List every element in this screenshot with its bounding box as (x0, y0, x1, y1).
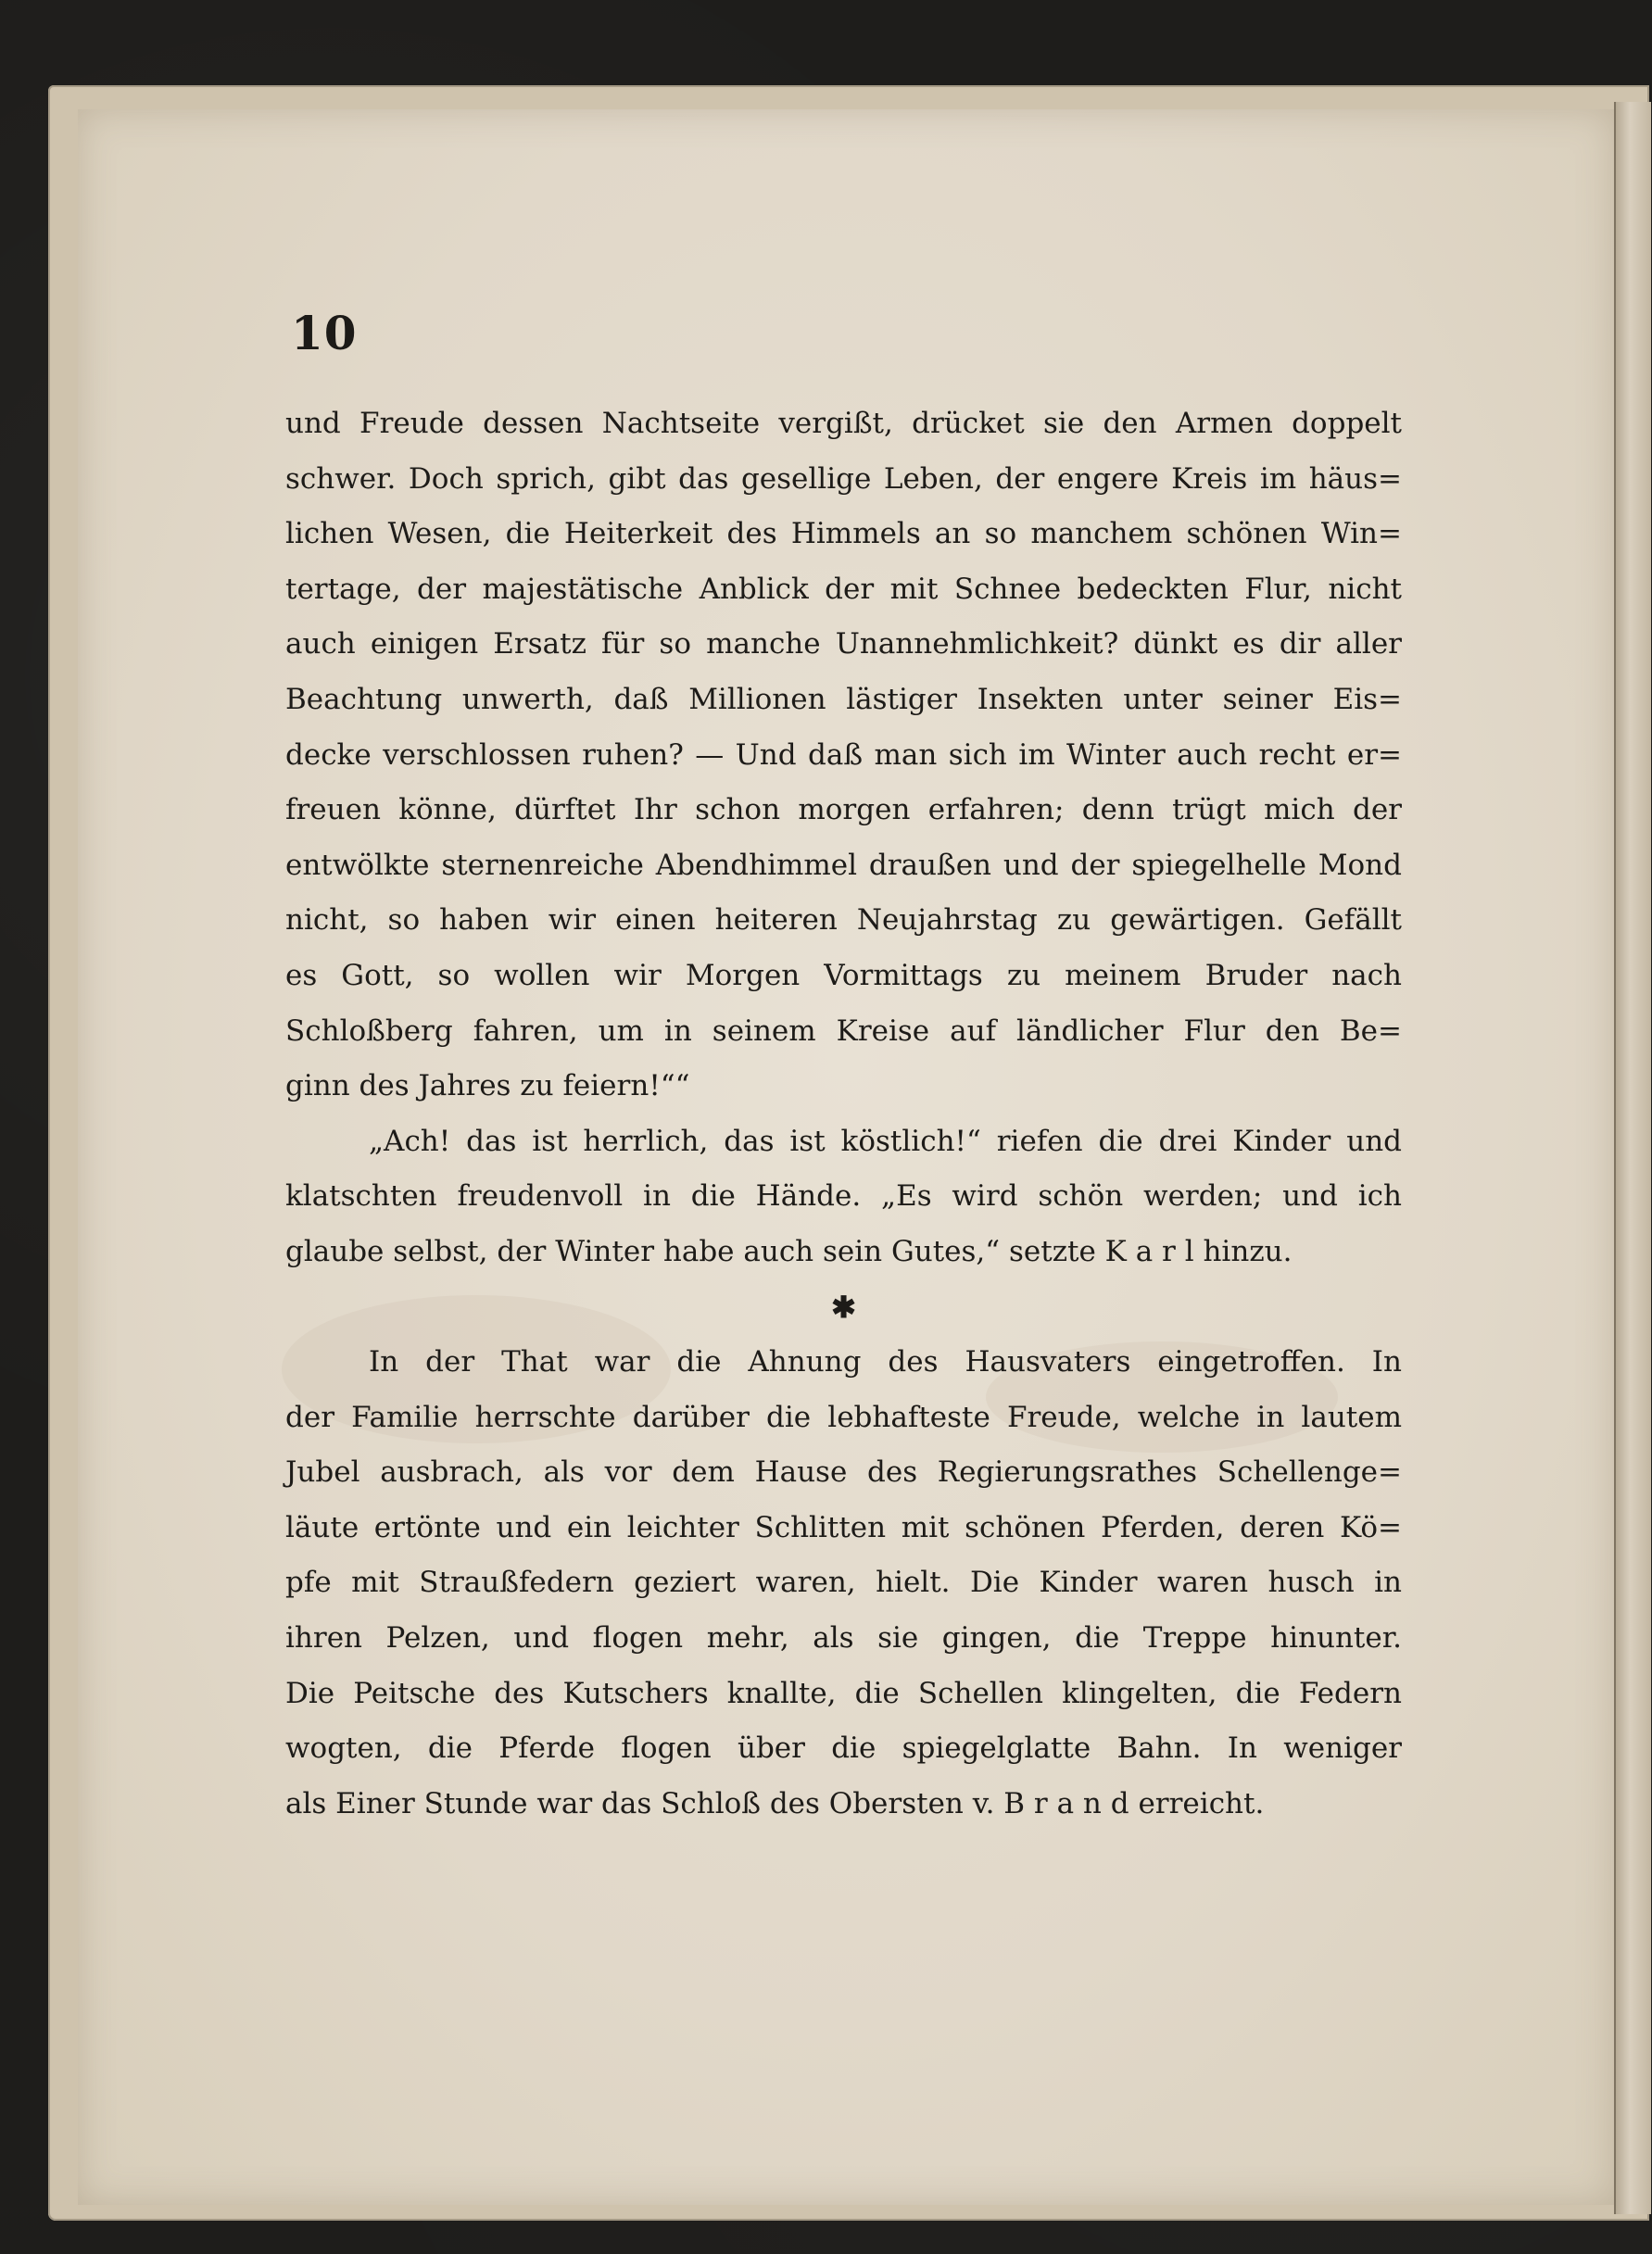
text-line: und Freude dessen Nachtseite vergißt, drücket sie den Armen doppelt (285, 407, 1402, 440)
text-line: decke verschlossen ruhen? — Und daß man sich im Winter auch recht er= (285, 737, 1402, 772)
section-separator-icon: ✱ (831, 1289, 856, 1325)
text-line: nicht, so haben wir einen heiteren Neujahrstag zu gewärtigen. Gefällt (285, 903, 1402, 938)
text-line: „Ach! das ist herrlich, das ist köstlich!“ riefen die drei Kinder und (369, 1124, 1402, 1158)
text-line: Die Peitsche des Kutschers knallte, die Schellen klingelten, die Federn (285, 1676, 1402, 1710)
body-text (285, 397, 1402, 1832)
text-line: freuen könne, dürftet Ihr schon morgen erfahren; denn trügt mich der (285, 793, 1402, 827)
text-line: auch einigen Ersatz für so manche Unannehmlichkeit? dünkt es dir aller (285, 627, 1402, 661)
text-line: lichen Wesen, die Heiterkeit des Himmels an so manchem schönen Win= (285, 517, 1402, 551)
text-line: In der That war die Ahnung des Hausvaters eingetroffen. In (369, 1345, 1402, 1379)
text-line: ihren Pelzen, und flogen mehr, als sie gingen, die Treppe hinunter. (285, 1621, 1402, 1656)
text-line: entwölkte sternenreiche Abendhimmel draußen und der spiegelhelle Mond (285, 848, 1402, 882)
text-line: tertage, der majestätische Anblick der mit Schnee bedeckten Flur, nicht (285, 572, 1402, 606)
book-edge (1614, 102, 1651, 2214)
text-line: Schloßberg fahren, um in seinem Kreise auf ländlicher Flur den Be= (285, 1014, 1402, 1048)
page-number: 10 (291, 306, 358, 360)
text-line: läute ertönte und ein leichter Schlitten mit schönen Pferden, deren Kö= (285, 1510, 1402, 1544)
text-line: Jubel ausbrach, als vor dem Hause des Regierungsrathes Schellenge= (285, 1455, 1402, 1490)
text-line: Beachtung unwerth, daß Millionen lästiger Insekten unter seiner Eis= (285, 682, 1402, 716)
text-line: glaube selbst, der Winter habe auch sein Gutes,“ setzte K a r l hinzu. (285, 1234, 1293, 1268)
text-line: schwer. Doch sprich, gibt das gesellige Leben, der engere Kreis im häus= (285, 461, 1402, 496)
text-line: pfe mit Straußfedern geziert waren, hielt. Die Kinder waren husch in (285, 1566, 1402, 1600)
text-line: der Familie herrschte darüber die lebhafteste Freude, welche in lautem (285, 1400, 1402, 1434)
text-line: als Einer Stunde war das Schloß des Obersten v. B r a n d erreicht. (285, 1786, 1265, 1820)
text-line: klatschten freudenvoll in die Hände. „Es wird schön werden; und ich (285, 1179, 1402, 1214)
text-line: wogten, die Pferde flogen über die spiegelglatte Bahn. In weniger (285, 1731, 1402, 1766)
text-line: ginn des Jahres zu feiern!““ (285, 1069, 690, 1103)
text-line: es Gott, so wollen wir Morgen Vormittags zu meinem Bruder nach (285, 958, 1402, 992)
